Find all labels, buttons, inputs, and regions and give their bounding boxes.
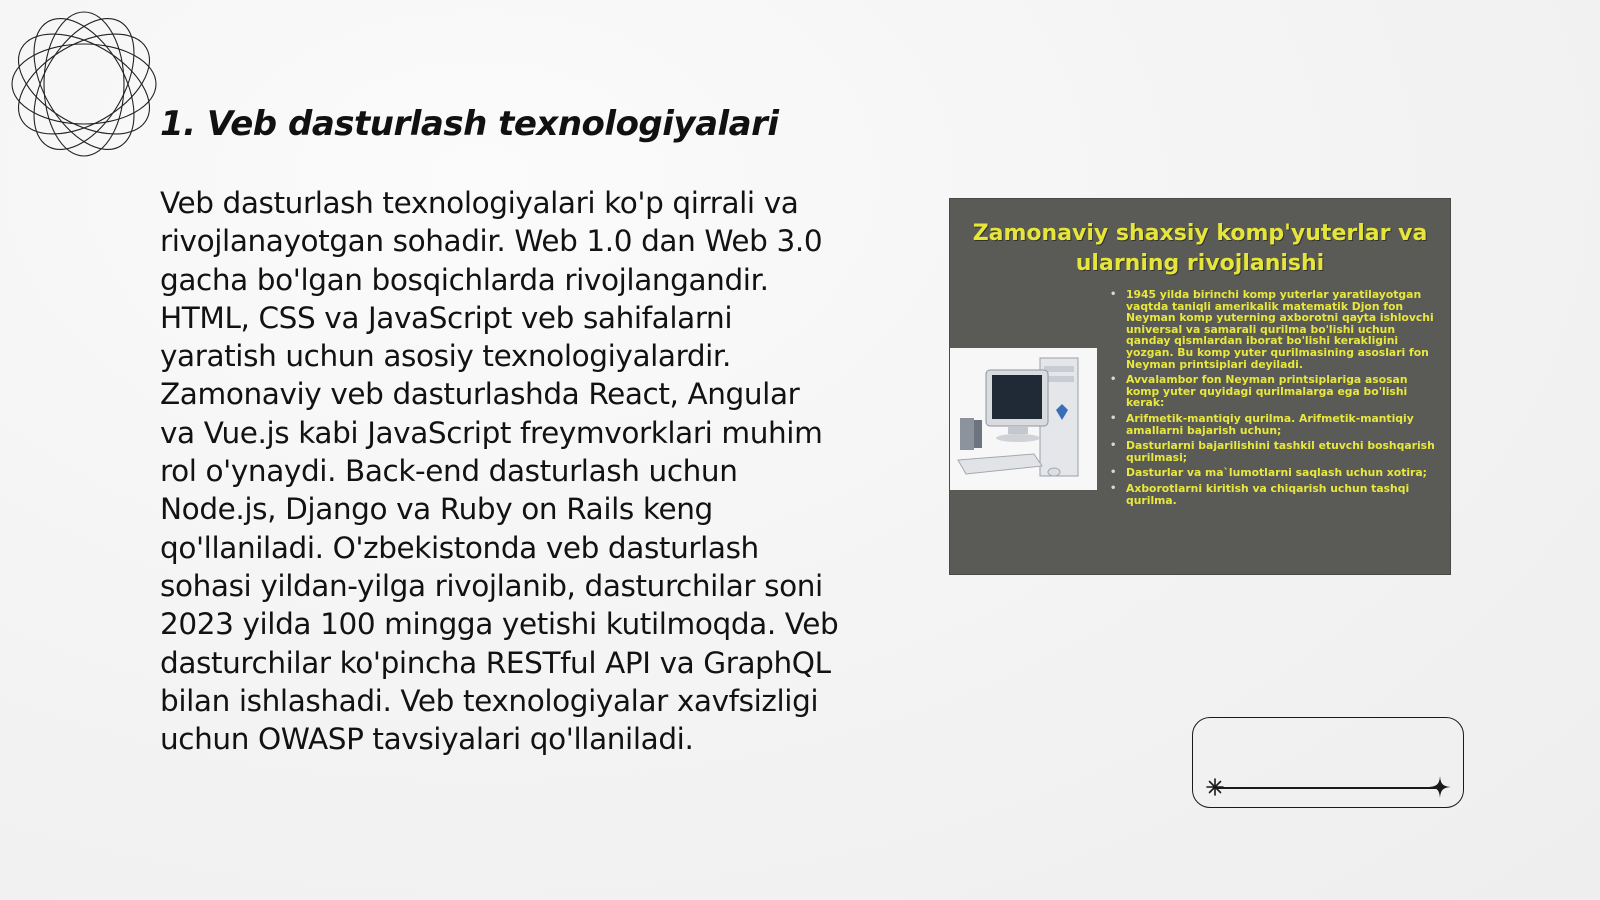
decorative-slider-frame — [1192, 717, 1464, 808]
list-item: • Dasturlarni bajarilishini tashkil etuvchi boshqarish qurilmasi; — [1110, 440, 1435, 463]
embedded-slide-image — [950, 199, 1450, 574]
desktop-computer-icon — [950, 348, 1097, 490]
line-art-rosette-icon — [8, 8, 160, 160]
four-point-star-icon — [1429, 776, 1451, 798]
list-item: • Avvalambor fon Neyman printsiplariga asosan komp yuter quyidagi qurilmalarga ega bo'lishi kerak: — [1110, 374, 1435, 409]
list-item: • Arifmetik-mantiqiy qurilma. Arifmetik-mantiqiy amallarni bajarish uchun; — [1110, 413, 1435, 436]
embedded-slide-title: Zamonaviy shaxsiy komp'yuterlar va ularning rivojlanishi — [972, 221, 1428, 276]
embedded-slide-bullets — [1110, 289, 1435, 510]
list-item: • Dasturlar va ma`lumotlarni saqlash uchun xotira; — [1110, 467, 1435, 479]
slide-title: 1. Veb dasturlash texnologiyalari — [160, 104, 779, 144]
body-paragraph: Veb dasturlash texnologiyalari ko'p qirrali va rivojlanayotgan sohadir. Web 1.0 dan Web 3.0 gacha bo'lgan bosqichlarda rivojlangandir. HTML, CSS va JavaScript veb sahifalarni yaratish uchun asosiy texnologiyalardir. Zamonaviy veb dasturlashda React, Angular va Vue.js kabi JavaScript freymvorklari muhim rol o'ynaydi. Back-end dasturlash uchun Node.js, Django va Ruby on Rails keng qo'llaniladi. O'zbekistonda veb dasturlash sohasi yildan-yilga rivojlanib, dasturchilar soni 2023 yilda 100 mingga yetishi kutilmoqda. Veb dasturchilar ko'pincha RESTful API va GraphQL bilan ishlashadi. Veb texnologiyalar xavfsizligi uchun OWASP tavsiyalari qo'llaniladi. — [160, 186, 839, 757]
sparkle-icon — [1205, 777, 1225, 797]
list-item: • 1945 yilda birinchi komp yuterlar yaratilayotgan vaqtda taniqli amerikalik matematik Djon fon Neyman komp yuterning axborotni qayta ishlovchi universal va samarali qurilma bo'lishi uchun qanday qismlardan iborat bo'lishi kerakligini yozgan. Bu komp yuter qurilmasining asoslari fon Neyman printsiplari deyiladi. — [1110, 289, 1435, 370]
list-item: • Axborotlarni kiritish va chiqarish uchun tashqi qurilma. — [1110, 483, 1435, 506]
slider-track — [1215, 787, 1441, 789]
